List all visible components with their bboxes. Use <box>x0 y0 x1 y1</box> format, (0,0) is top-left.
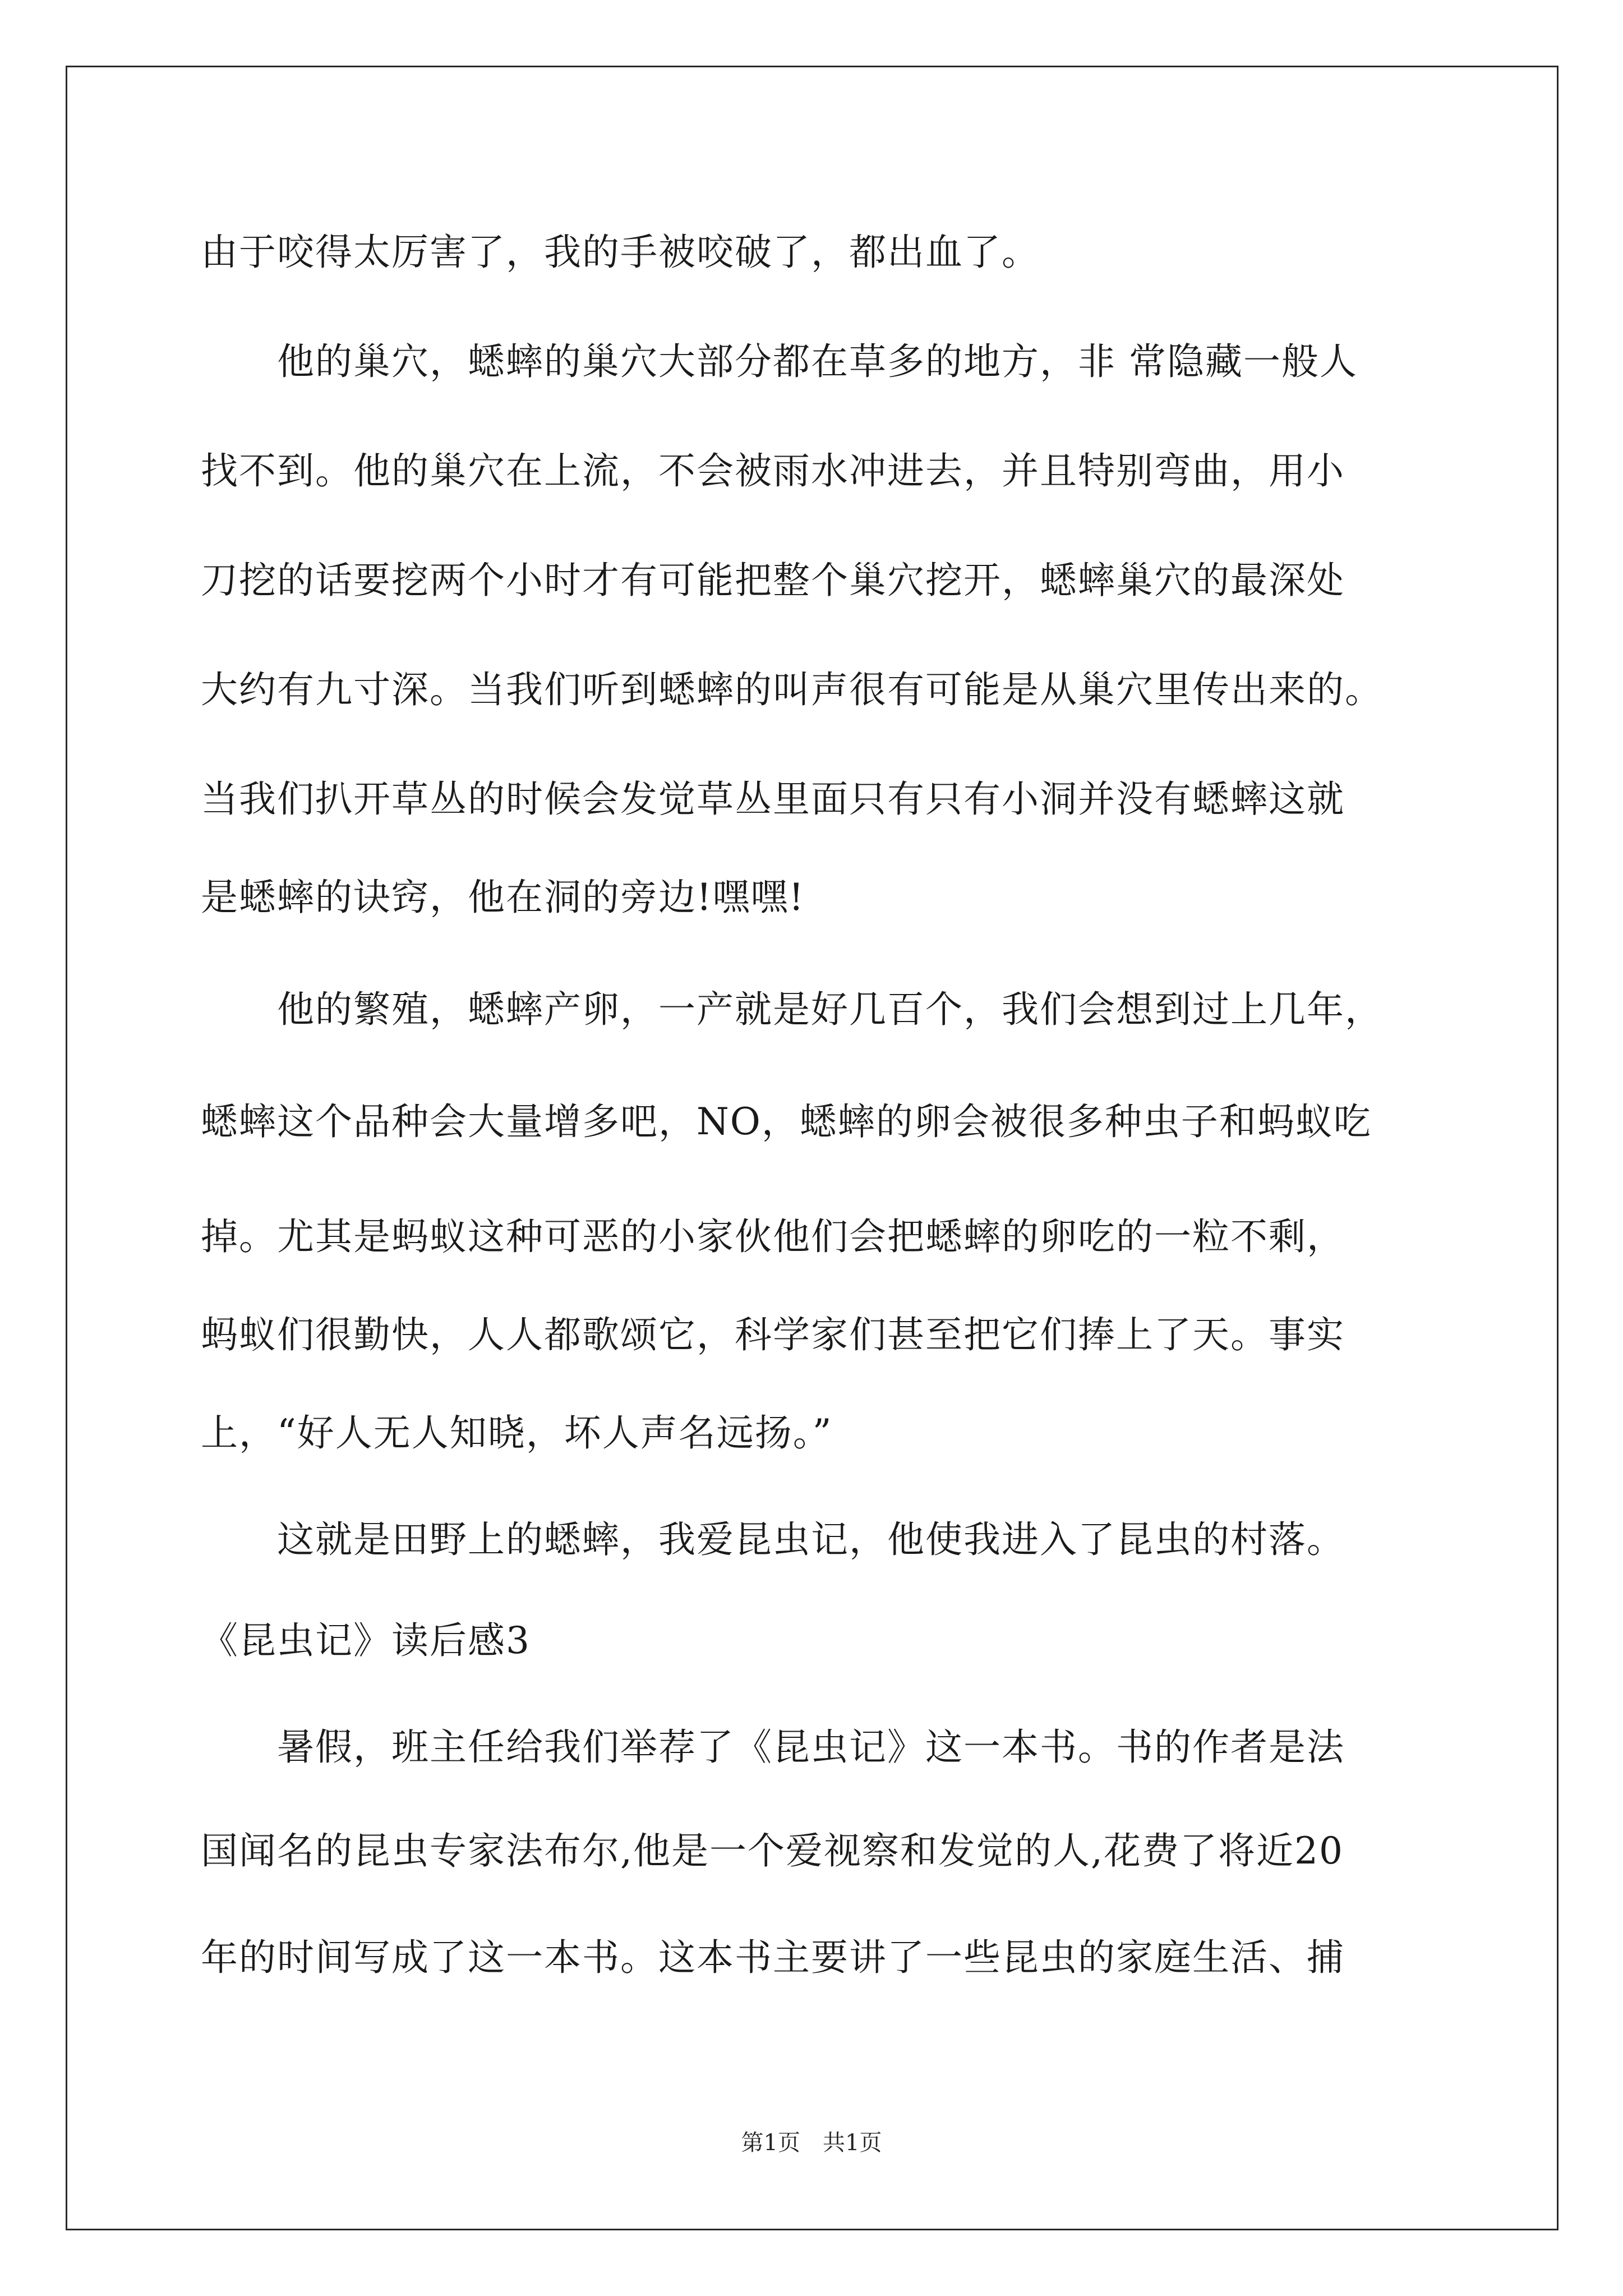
section-heading: 《昆虫记》读后感3 <box>201 1619 531 1662</box>
text-line: 这就是田野上的蟋蟀，我爱昆虫记，他使我进入了昆虫的村落。 <box>201 1518 1345 1561</box>
page-footer: 第1页 共1页 <box>741 2130 882 2156</box>
text-line: 年的时间写成了这一本书。这本书主要讲了一些昆虫的家庭生活、捕 <box>201 1936 1345 1979</box>
text-line: 由于咬得太厉害了，我的手被咬破了，都出血了。 <box>201 231 1040 274</box>
text-line: 找不到。他的巢穴在上流，不会被雨水冲进去，并且特别弯曲，用小 <box>201 449 1345 493</box>
page-border <box>66 66 1559 2230</box>
text-line: 刀挖的话要挖两个小时才有可能把整个巢穴挖开，蟋蟀巢穴的最深处 <box>201 559 1345 602</box>
text-line: 他的巢穴，蟋蟀的巢穴大部分都在草多的地方，非 常隐藏一般人 <box>201 340 1358 383</box>
text-line: 上，“好人无人知晓，坏人声名远扬。” <box>201 1411 833 1455</box>
text-line: 当我们扒开草丛的时候会发觉草丛里面只有只有小洞并没有蟋蟀这就 <box>201 777 1345 821</box>
text-line: 他的繁殖，蟋蟀产卵，一产就是好几百个，我们会想到过上几年， <box>201 988 1383 1031</box>
text-line: 蚂蚁们很勤快，人人都歌颂它，科学家们甚至把它们捧上了天。事实 <box>201 1313 1345 1356</box>
text-line: 国闻名的昆虫专家法布尔,他是一个爱视察和发觉的人,花费了将近20 <box>201 1829 1344 1872</box>
text-line: 暑假，班主任给我们举荐了《昆虫记》这一本书。书的作者是法 <box>201 1726 1345 1769</box>
text-line: 蟋蟀这个品种会大量增多吧，NO，蟋蟀的卵会被很多种虫子和蚂蚁吃 <box>201 1100 1372 1143</box>
text-line: 大约有九寸深。当我们听到蟋蟀的叫声很有可能是从巢穴里传出来的。 <box>201 668 1383 711</box>
text-line: 掉。尤其是蚂蚁这种可恶的小家伙他们会把蟋蟀的卵吃的一粒不剩， <box>201 1215 1345 1258</box>
text-line: 是蟋蟀的诀窍，他在洞的旁边!嘿嘿! <box>201 876 805 919</box>
